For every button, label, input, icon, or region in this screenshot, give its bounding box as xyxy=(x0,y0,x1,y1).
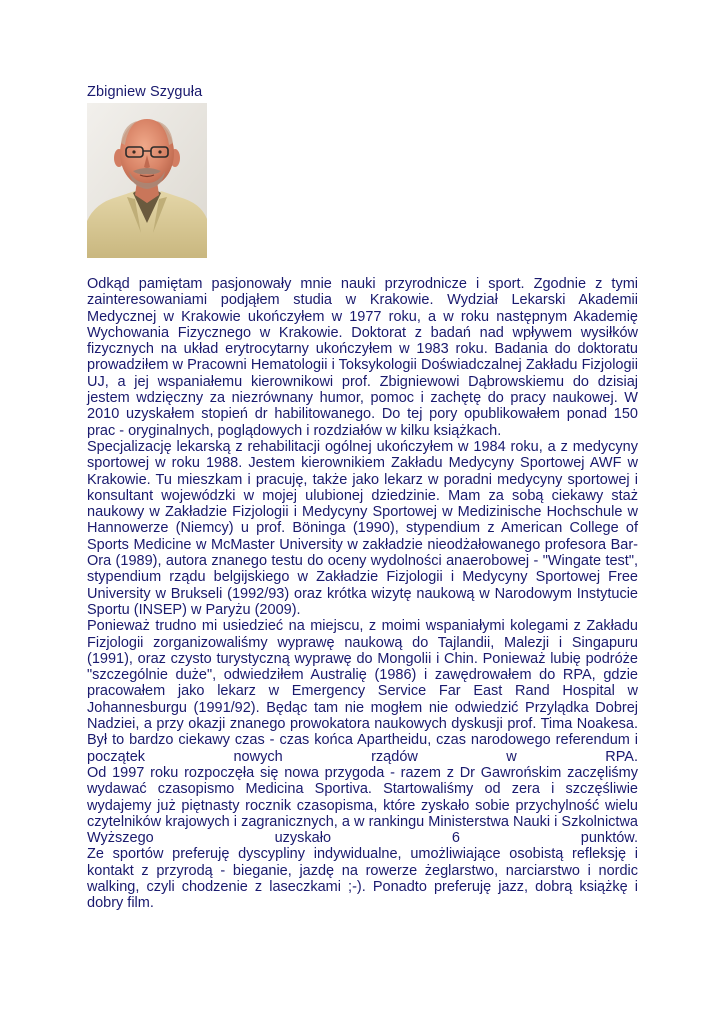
biography-paragraph: Odkąd pamiętam pasjonowały mnie nauki przyrodnicze i sport. Zgodnie z tymi zainteresowaniami podjąłem studia w Krakowie. Wydział Lekarski Akademii Medycznej w Krakowie ukończyłem w 1977 roku, a w roku następnym Akademię Wychowania Fizycznego w Krakowie. Doktorat z badań nad wpływem wysiłków fizycznych na układ erytrocytarny ukończyłem w 1983 roku. Badania do doktoratu prowadziłem w Pracowni Hematologii i Toksykologii Doświadczalnej Zakładu Fizjologii UJ, a jej wspaniałemu kierownikowi prof. Zbigniewowi Dąbrowskiemu do dzisiaj jestem wdzięczny za niezrównany humor, pomoc i zachętę do pracy naukowej. W 2010 uzyskałem stopień dr habilitowanego. Do tej pory opublikowałem ponad 150 prac - oryginalnych, poglądowych i rozdziałów w kilku książkach. xyxy=(87,276,638,439)
author-name: Zbigniew Szyguła xyxy=(87,84,203,100)
author-portrait-photo xyxy=(87,103,207,258)
biography-paragraph: Specjalizację lekarską z rehabilitacji ogólnej ukończyłem w 1984 roku, a z medycyny sportowej w roku 1988. Jestem kierownikiem Zakładu Medycyny Sportowej AWF w Krakowie. Tu mieszkam i pracuję, także jako lekarz w poradni medycyny sportowej i konsultant wojewódzki w mojej ulubionej dziedzinie. Mam za sobą ciekawy staż naukowy w Zakładzie Fizjologii i Medycyny Sportowej w Medizinische Hochschule w Hannowerze (Niemcy) u prof. Böninga (1990), stypendium z American College of Sports Medicine w McMaster University w zakładzie nieodżałowanego profesora Bar-Ora (1989), autora znanego testu do oceny wydolności anaerobowej - "Wingate test", stypendium rządu belgijskiego w Zakładzie Fizjologii i Medycyny Sportowej Free University w Brukseli (1992/93) oraz krótka wizytę naukową w Narodowym Instytucie Sportu (INSEP) w Paryżu (2009). xyxy=(87,438,638,618)
biography-paragraph: Od 1997 roku rozpoczęła się nowa przygoda - razem z Dr Gawrońskim zaczęliśmy wydawać czasopismo Medicina Sportiva. Startowaliśmy od zera i szczęśliwie wydajemy już piętnasty rocznik czasopisma, które zyskało sobie przychylność wielu czytelników krajowych i zagranicznych, a w rankingu Ministerstwa Nauki i Szkolnictwa Wyższego uzyskało 6 punktów. xyxy=(87,764,638,847)
biography-paragraph: Ze sportów preferuję dyscypliny indywidualne, umożliwiające osobistą refleksję i kontakt z przyrodą - bieganie, jazdę na rowerze żeglarstwo, narciarstwo i nordic walking, czyli chodzenie z laseczkami ;-). Ponadto preferuję jazz, dobrą książkę i dobry film. xyxy=(87,846,638,912)
biography-paragraph: Ponieważ trudno mi usiedzieć na miejscu, z moimi wspaniałymi kolegami z Zakładu Fizjologii zorganizowaliśmy wyprawę naukową do Tajlandii, Malezji i Singapuru (1991), oraz czysto turystyczną wyprawę do Mongolii i Chin. Ponieważ lubię podróże "szczególnie duże", odwiedziłem Australię (1986) i zawędrowałem do RPA, gdzie pracowałem jako lekarz w Emergency Service Far East Rand Hospital w Johannesburgu (1991/92). Będąc tam nie mogłem nie odwiedzić Przylądka Dobrej Nadziei, a przy okazji znanego prowokatora naukowych dyskusji prof. Tima Noakesa. Był to bardzo ciekawy czas - czas końca Apartheidu, czas narodowego referendum i początek nowych rządów w RPA. xyxy=(87,618,638,765)
biography-text xyxy=(87,276,638,912)
